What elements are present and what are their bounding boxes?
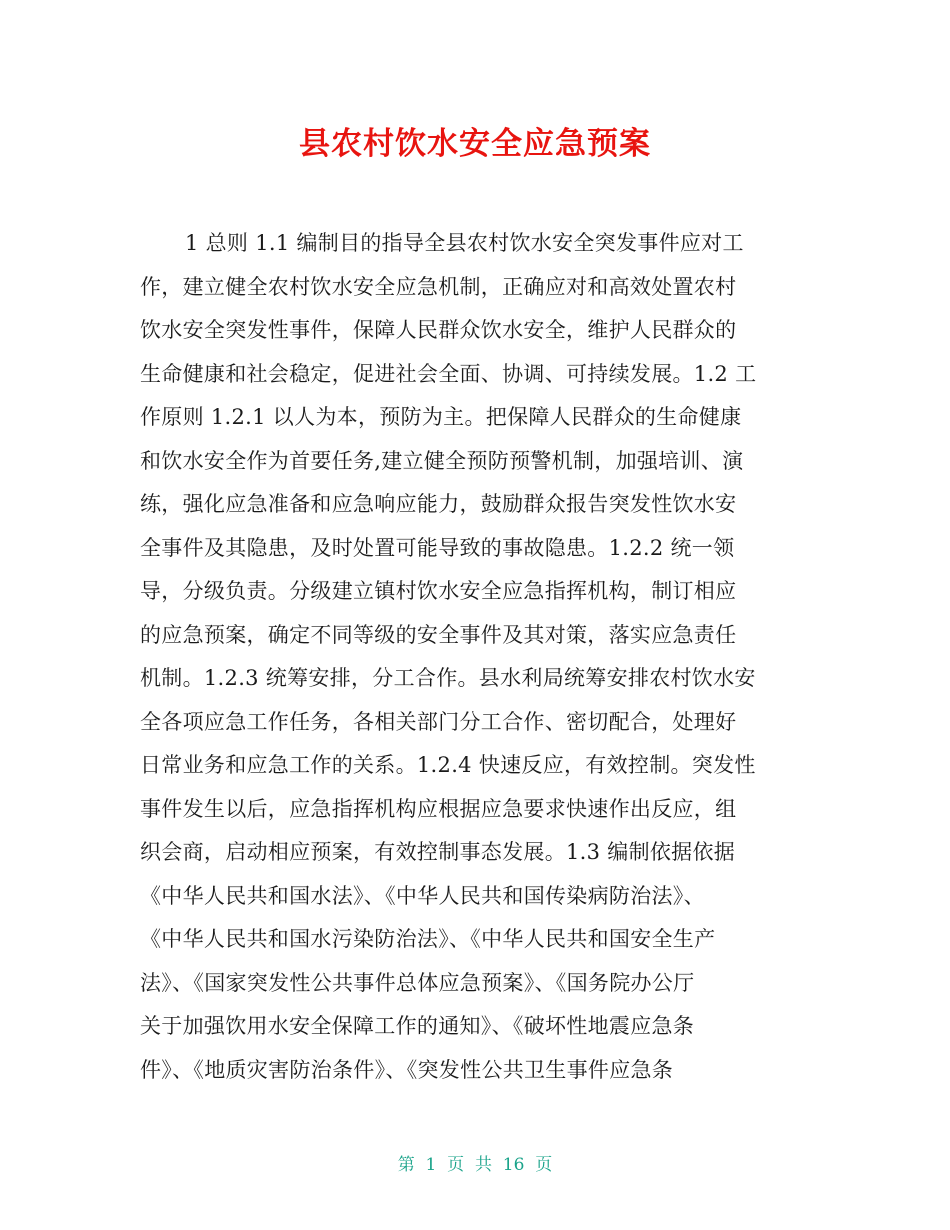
document-body bbox=[140, 222, 820, 1092]
body-line: 的应急预案，确定不同等级的安全事件及其对策，落实应急责任 bbox=[140, 622, 737, 647]
body-line: 《中华人民共和国水法》、《中华人民共和国传染病防治法》、 bbox=[140, 883, 705, 908]
body-line: 导，分级负责。分级建立镇村饮水安全应急指挥机构，制订相应 bbox=[140, 579, 737, 603]
body-line: 练，强化应急准备和应急响应能力，鼓励群众报告突发性饮水安 bbox=[140, 492, 737, 516]
body-line: 件》、《地质灾害防治条件》、《突发性公共卫生事件应急条 bbox=[140, 1057, 674, 1082]
body-line: 关于加强饮用水安全保障工作的通知》、《破坏性地震应急条 bbox=[140, 1014, 695, 1038]
document-title: 县农村饮水安全应急预案 bbox=[299, 126, 651, 162]
body-line: 作原则 1.2.1 以人为本，预防为主。把保障人民群众的生命健康 bbox=[140, 405, 742, 429]
page-number-footer: 第 1 页 共 16 页 bbox=[397, 1155, 553, 1175]
body-line: 作，建立健全农村饮水安全应急机制，正确应对和高效处置农村 bbox=[140, 274, 737, 299]
body-line: 《中华人民共和国水污染防治法》、《中华人民共和国安全生产 bbox=[140, 927, 716, 951]
body-line: 和饮水安全作为首要任务,建立健全预防预警机制，加强培训、演 bbox=[140, 448, 744, 473]
body-line: 日常业务和应急工作的关系。1.2.4 快速反应，有效控制。突发性 bbox=[140, 753, 756, 777]
body-line: 全事件及其隐患，及时处置可能导致的事故隐患。1.2.2 统一领 bbox=[140, 535, 735, 560]
body-line: 生命健康和社会稳定，促进社会全面、协调、可持续发展。1.2 工 bbox=[140, 361, 757, 386]
body-line: 1 总则 1.1 编制目的指导全县农村饮水安全突发事件应对工 bbox=[185, 231, 744, 255]
body-line: 机制。1.2.3 统筹安排，分工合作。县水利局统筹安排农村饮水安 bbox=[140, 666, 756, 690]
body-line: 饮水安全突发性事件，保障人民群众饮水安全，维护人民群众的 bbox=[140, 318, 737, 342]
body-line: 事件发生以后，应急指挥机构应根据应急要求快速作出反应，组 bbox=[140, 796, 737, 821]
body-line: 法》、《国家突发性公共事件总体应急预案》、《国务院办公厅 bbox=[140, 970, 695, 995]
body-line: 织会商，启动相应预案，有效控制事态发展。1.3 编制依据依据 bbox=[140, 840, 736, 864]
body-line: 全各项应急工作任务，各相关部门分工合作、密切配合，处理好 bbox=[140, 709, 737, 734]
